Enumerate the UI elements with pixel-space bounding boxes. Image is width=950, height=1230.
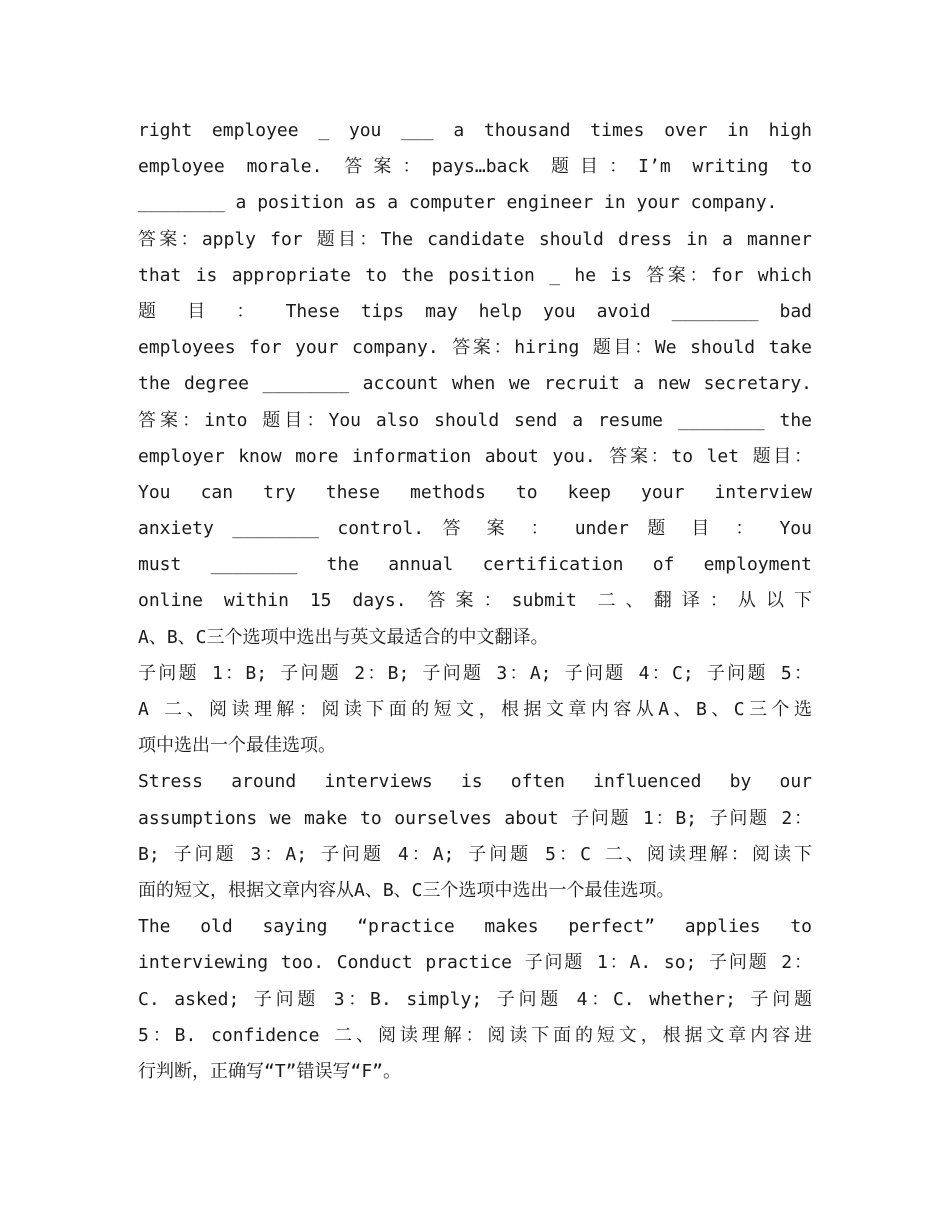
text-line: 面的短文，根据文章内容从A、B、C三个选项中选出一个最佳选项。 (138, 879, 675, 901)
text-line: 答案：apply for 题目：The candidate should dress in a manner (138, 228, 812, 250)
text-line: must ________ the annual certification of employment (138, 554, 812, 576)
text-line: assumptions we make to ourselves about 子问题 1：B; 子问题 2： (138, 807, 812, 829)
document-body (138, 113, 812, 1090)
text-line: You can try these methods to keep your interview (138, 481, 812, 503)
text-line: that is appropriate to the position _ he is 答案：for which (138, 264, 812, 286)
text-line: employee morale. 答案：pays…back 题目：I’m writing to (138, 156, 812, 178)
text-line: B; 子问题 3：A; 子问题 4：A; 子问题 5：C 二、阅读理解：阅读下 (138, 843, 812, 865)
text-line: online within 15 days. 答案：submit 二、翻译：从以下 (138, 590, 812, 612)
text-line: 题 目 ： These tips may help you avoid ________ bad (138, 300, 812, 322)
text-line: 子问题 1：B; 子问题 2：B; 子问题 3：A; 子问题 4：C; 子问题 5： (138, 662, 812, 684)
text-line: 行判断，正确写“T”错误写“F”。 (138, 1060, 402, 1082)
text-line: anxiety ________ control. 答 案 ： under 题 目 ： You (138, 518, 812, 540)
text-line: A、B、C三个选项中选出与英文最适合的中文翻译。 (138, 626, 549, 648)
text-line: A 二、阅读理解：阅读下面的短文，根据文章内容从A、B、C三个选 (138, 699, 812, 720)
text-line: 答案：into 题目：You also should send a resume ________ the (138, 409, 812, 431)
text-line: right employee _ you ___ a thousand times over in high (138, 120, 812, 141)
text-line: 项中选出一个最佳选项。 (138, 735, 336, 757)
text-line: The old saying “practice makes perfect” applies to (138, 916, 812, 938)
text-line: 5：B. confidence 二、阅读理解：阅读下面的短文，根据文章内容进 (138, 1024, 812, 1046)
text-line: employees for your company. 答案：hiring 题目：We should take (138, 337, 812, 359)
text-line: C. asked; 子问题 3：B. simply; 子问题 4：C. whether; 子问题 (138, 988, 812, 1010)
text-line: employer know more information about you. 答案：to let 题目： (138, 445, 812, 467)
text-line: interviewing too. Conduct practice 子问题 1：A. so; 子问题 2： (138, 952, 812, 974)
text-line: ________ a position as a computer engineer in your company. (138, 192, 778, 214)
text-line: the degree ________ account when we recruit a new secretary. (138, 373, 812, 395)
text-line: Stress around interviews is often influenced by our (138, 771, 812, 793)
